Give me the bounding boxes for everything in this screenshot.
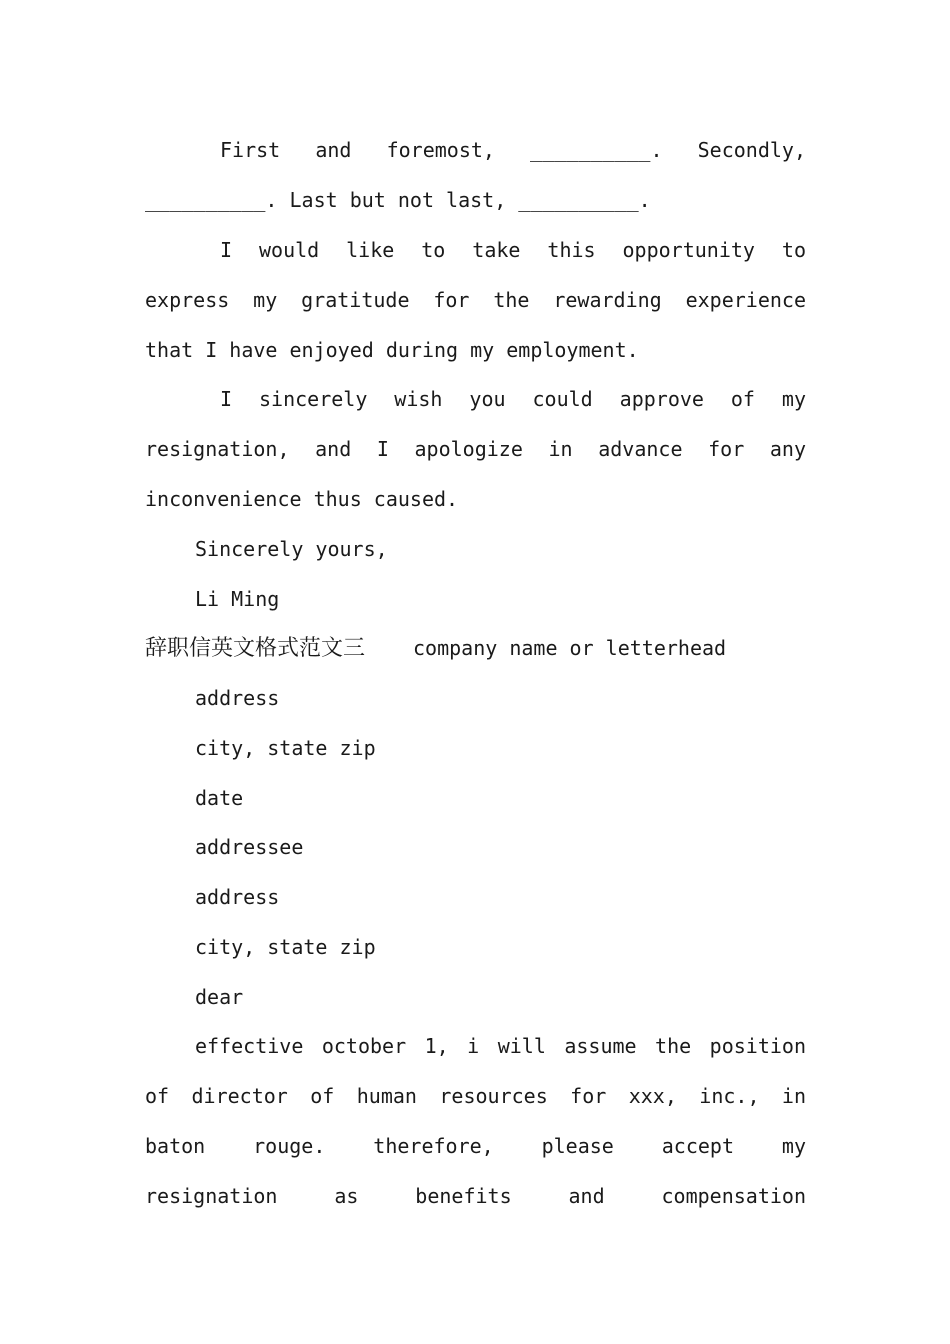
date-line: date: [195, 786, 244, 810]
closing-line: Sincerely yours,: [195, 537, 388, 561]
section-heading-english: company name or letterhead: [413, 636, 727, 660]
paragraph-line: express my gratitude for the rewarding experience: [145, 288, 806, 312]
section-heading: [145, 623, 806, 673]
paragraph-line: First and foremost, __________. Secondly,: [220, 138, 806, 162]
signature-name: Li Ming: [195, 587, 280, 611]
paragraph-line: resignation as benefits and compensation: [145, 1184, 806, 1208]
paragraph-line: that I have enjoyed during my employment.: [145, 338, 639, 362]
section-heading-chinese: 辞职信英文格式范文三: [145, 636, 366, 661]
paragraph-line: I sincerely wish you could approve of my: [220, 387, 806, 411]
paragraph-line: of director of human resources for xxx, inc., in: [145, 1084, 806, 1108]
paragraph-line: __________. Last but not last, __________.: [145, 188, 651, 212]
paragraph-line: baton rouge. therefore, please accept my: [145, 1134, 806, 1158]
address-line: address: [195, 686, 280, 710]
paragraph-line: resignation, and I apologize in advance for any: [145, 437, 806, 461]
salutation-line: dear: [195, 985, 244, 1009]
address-line: city, state zip: [195, 736, 376, 760]
paragraph-line: inconvenience thus caused.: [145, 487, 459, 511]
addressee-line: addressee: [195, 835, 304, 859]
address-line: city, state zip: [195, 935, 376, 959]
paragraph-line: I would like to take this opportunity to: [220, 238, 806, 262]
paragraph-line: effective october 1, i will assume the position: [195, 1034, 806, 1058]
address-line: address: [195, 885, 280, 909]
